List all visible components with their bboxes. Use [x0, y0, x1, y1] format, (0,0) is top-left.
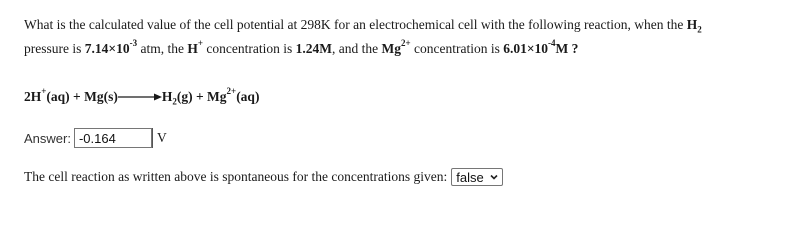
mg-ion-symbol: $Mg^{2+}$: [381, 37, 411, 56]
question-line-2: [24, 37, 579, 57]
and-the-text: , and the: [331, 41, 382, 56]
chevron-down-icon: [489, 172, 499, 182]
reactant-state: (aq) + Mg(s): [46, 89, 118, 104]
spontaneity-selected-value: false: [456, 169, 484, 185]
h-conc-value: 1.24M: [295, 41, 332, 56]
product-mg-charge: 2+: [226, 85, 237, 96]
right-arrow-icon: [118, 92, 162, 102]
reactant-h: 2H: [24, 89, 42, 104]
product-h2-sub: 2: [172, 96, 177, 107]
spontaneity-prompt: The cell reaction as written above is spontaneous for the concentrations given:: [24, 169, 448, 184]
spontaneity-row: [24, 168, 503, 186]
question-text: What is the calculated value of the cell potential at 298K for an electrochemical cell with the following reaction, when the: [24, 17, 687, 32]
product-mg-state: (aq): [236, 89, 260, 104]
product-h2: H: [161, 89, 173, 104]
pressure-unit: atm, the: [137, 41, 188, 56]
pressure-prefix: pressure is: [24, 41, 85, 56]
question-line-1: [24, 17, 702, 33]
product-h2-state: (g) + Mg: [176, 89, 227, 104]
answer-input[interactable]: -0.164: [74, 128, 152, 148]
reaction-equation: [24, 85, 260, 107]
h2-symbol: $H_2$: [686, 17, 702, 35]
answer-unit: V: [152, 128, 167, 148]
mg-conc-text: concentration is: [410, 41, 504, 56]
pressure-value: $7.14\times 10^{-3}$: [84, 37, 138, 56]
h-conc-text: concentration is: [202, 41, 296, 56]
spontaneity-select[interactable]: [451, 168, 502, 186]
answer-row: [24, 128, 167, 148]
answer-label: Answer:: [24, 130, 71, 146]
h-ion-symbol: H+: [187, 37, 203, 56]
reactant-h-charge: +: [41, 85, 47, 96]
mg-conc-value: $6.01\times 10^{-4}M$ ?: [503, 37, 579, 56]
